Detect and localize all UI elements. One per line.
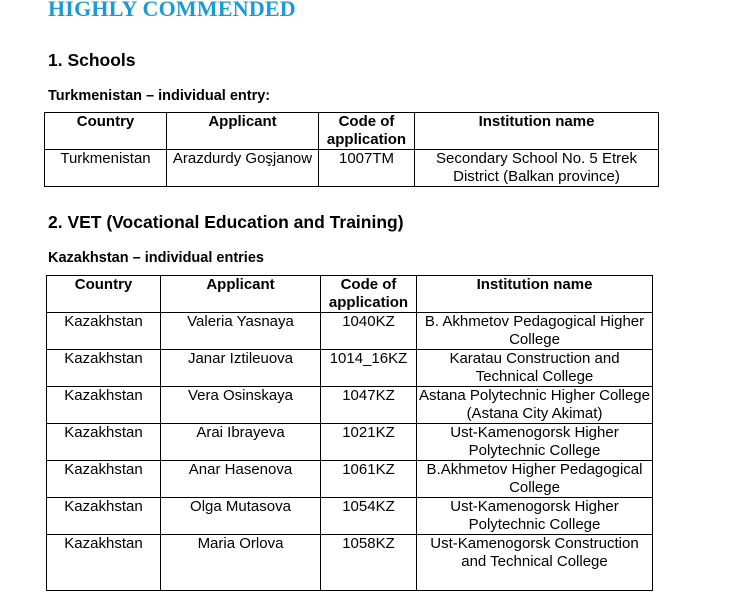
column-header-applicant: Applicant [161, 276, 321, 313]
cell-country: Turkmenistan [45, 150, 167, 187]
table-header-row [45, 113, 659, 150]
cell-country: Kazakhstan [47, 424, 161, 461]
cell-code: 1058KZ [321, 535, 417, 591]
table-row [47, 424, 653, 461]
column-header-institution: Institution name [417, 276, 653, 313]
cell-institution: Ust-Kamenogorsk Construction and Technical College [417, 535, 653, 591]
table-row [45, 150, 659, 187]
table-row [47, 498, 653, 535]
subheading-turkmenistan: Turkmenistan – individual entry: [48, 88, 271, 104]
cell-applicant: Arai Ibrayeva [161, 424, 321, 461]
column-header-country: Country [47, 276, 161, 313]
cell-code: 1054KZ [321, 498, 417, 535]
column-header-code: Code of application [321, 276, 417, 313]
cell-country: Kazakhstan [47, 535, 161, 591]
section-heading-vet: 2. VET (Vocational Education and Training) [48, 212, 404, 232]
column-header-applicant: Applicant [167, 113, 319, 150]
cell-applicant: Olga Mutasova [161, 498, 321, 535]
cell-applicant: Vera Osinskaya [161, 387, 321, 424]
table-row [47, 350, 653, 387]
page-title: HIGHLY COMMENDED [48, 0, 296, 21]
table-header-row [47, 276, 653, 313]
column-header-code: Code of application [319, 113, 415, 150]
cell-institution: Astana Polytechnic Higher College (Astana City Akimat) [417, 387, 653, 424]
cell-code: 1047KZ [321, 387, 417, 424]
cell-country: Kazakhstan [47, 387, 161, 424]
table-row [47, 535, 653, 591]
vet-table [46, 275, 653, 591]
column-header-institution: Institution name [415, 113, 659, 150]
cell-applicant: Anar Hasenova [161, 461, 321, 498]
cell-code: 1061KZ [321, 461, 417, 498]
cell-institution: Karatau Construction and Technical College [417, 350, 653, 387]
schools-table [44, 112, 659, 187]
cell-applicant: Valeria Yasnaya [161, 313, 321, 350]
cell-code: 1021KZ [321, 424, 417, 461]
cell-institution: Ust-Kamenogorsk Higher Polytechnic College [417, 498, 653, 535]
cell-country: Kazakhstan [47, 350, 161, 387]
cell-code: 1040KZ [321, 313, 417, 350]
cell-country: Kazakhstan [47, 498, 161, 535]
cell-code: 1014_16KZ [321, 350, 417, 387]
cell-institution: Secondary School No. 5 Etrek District (Balkan province) [415, 150, 659, 187]
cell-code: 1007TM [319, 150, 415, 187]
cell-institution: Ust-Kamenogorsk Higher Polytechnic College [417, 424, 653, 461]
cell-applicant: Arazdurdy Goşjanow [167, 150, 319, 187]
table-row [47, 387, 653, 424]
cell-institution: B.Akhmetov Higher Pedagogical College [417, 461, 653, 498]
column-header-country: Country [45, 113, 167, 150]
cell-institution: B. Akhmetov Pedagogical Higher College [417, 313, 653, 350]
cell-country: Kazakhstan [47, 313, 161, 350]
table-row [47, 313, 653, 350]
cell-country: Kazakhstan [47, 461, 161, 498]
table-row [47, 461, 653, 498]
cell-applicant: Janar Iztileuova [161, 350, 321, 387]
subheading-kazakhstan: Kazakhstan – individual entries [48, 250, 264, 266]
section-heading-schools: 1. Schools [48, 50, 136, 70]
cell-applicant: Maria Orlova [161, 535, 321, 591]
